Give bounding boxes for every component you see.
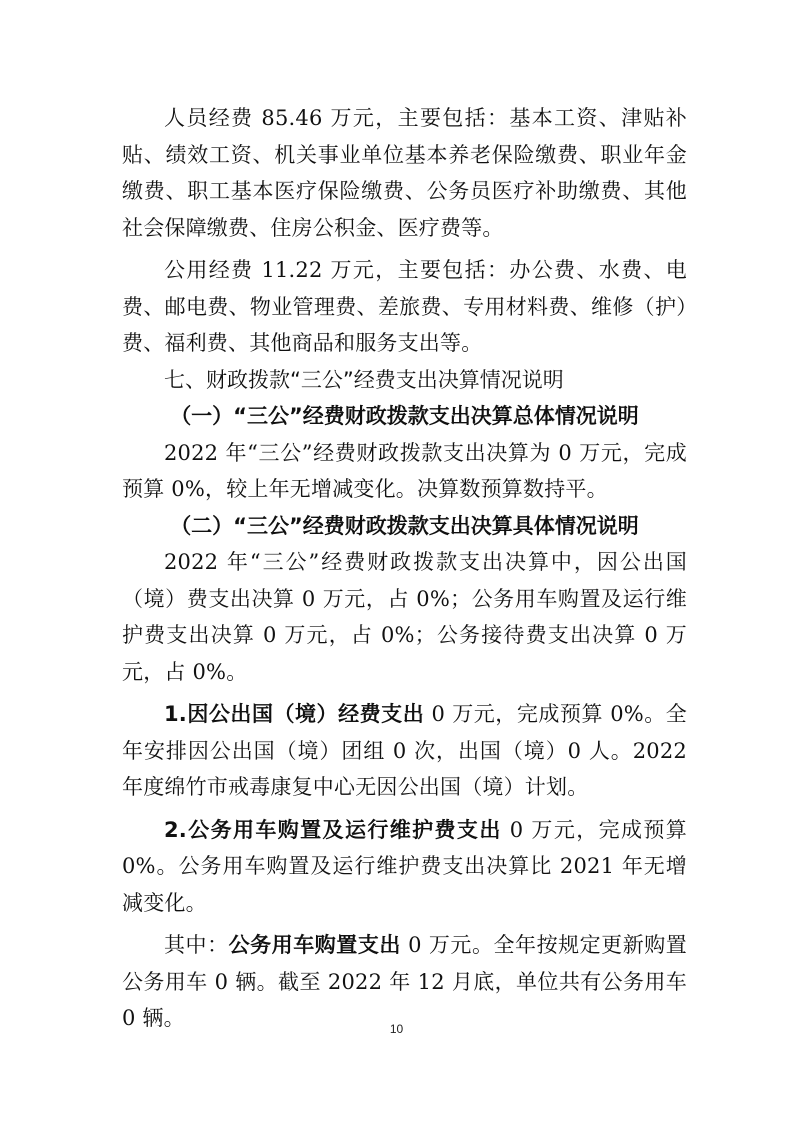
item-2-text: 0 万元，完成预算 0%。公务用车购置及运行维护费支出决算比 2021 年无增减变化。 — [122, 817, 687, 915]
item-3-text: 0 万元。全年按规定更新购置公务用车 0 辆。截至 2022 年 12 月底，单位共有公务用车 0 辆。 — [122, 933, 687, 1030]
subsection-1-heading: （一）“三公”经费财政拨款支出决算总体情况说明 — [170, 404, 639, 428]
section-7-heading: 七、财政拨款“三公”经费支出决算情况说明 — [164, 367, 564, 392]
item-3-lead: 公务用车购置支出 — [228, 933, 401, 957]
subsection-2-heading: （二）“三公”经费财政拨款支出决算具体情况说明 — [170, 513, 639, 538]
item-2-lead: 2.公务用车购置及运行维护费支出 — [164, 817, 502, 842]
item-1-text: 0 万元，完成预算 0%。全年安排因公出国（境）团组 0 次，出国（境）0 人。2022 年度绵竹市戒毒康复中心无因公出国（境）计划。 — [122, 702, 687, 799]
item-3-paragraph — [122, 927, 687, 1037]
personnel-expense-paragraph: 人员经费 85.46 万元，主要包括：基本工资、津贴补贴、绩效工资、机关事业单位基本养老保险缴费、职业年金缴费、职工基本医疗保险缴费、公务员医疗补助缴费、其他社会保障缴费、住房公积金、医疗费等。 — [122, 106, 687, 240]
item-1-paragraph — [122, 696, 687, 806]
subsection-1-paragraph: 2022 年“三公”经费财政拨款支出决算为 0 万元，完成预算 0%，较上年无增减变化。决算数预算数持平。 — [122, 440, 687, 501]
page-number: 10 — [389, 1022, 404, 1036]
item-1-lead: 1.因公出国（境）经费支出 — [164, 702, 425, 726]
item-2-paragraph — [122, 812, 687, 922]
item-3-prefix: 其中： — [164, 933, 229, 957]
document-body — [122, 100, 687, 1037]
subsection-2-paragraph: 2022 年“三公”经费财政拨款支出决算中，因公出国（境）费支出决算 0 万元，占 0%；公务用车购置及运行维护费支出决算 0 万元，占 0%；公务接待费支出决算 0 万元，占 0%。 — [122, 550, 687, 684]
public-expense-paragraph: 公用经费 11.22 万元，主要包括：办公费、水费、电费、邮电费、物业管理费、差旅费、专用材料费、维修（护）费、福利费、其他商品和服务支出等。 — [122, 258, 687, 355]
